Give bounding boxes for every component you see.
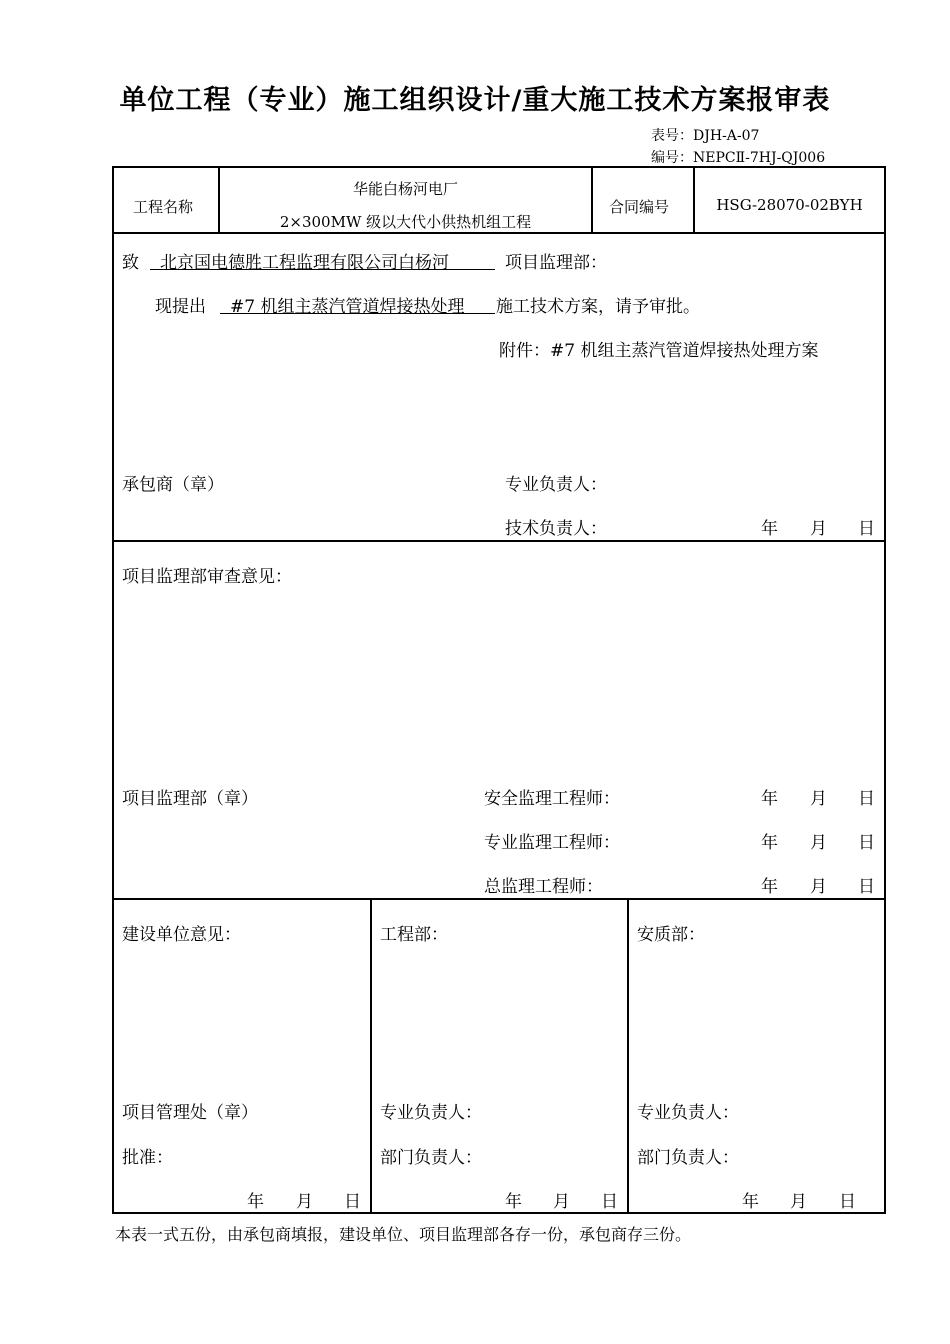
col-divider-owner-2 xyxy=(627,898,629,1212)
supervisor-underline xyxy=(150,269,495,270)
row-divider-header xyxy=(112,232,886,234)
footer-note: 本表一式五份，由承包商填报，建设单位、项目监理部各存一份，承包商存三份。 xyxy=(115,1225,692,1244)
safety-quality-day: 日 xyxy=(839,1192,856,1212)
row-divider-review xyxy=(112,898,886,900)
submission-day: 日 xyxy=(858,519,875,539)
table-border-right xyxy=(884,166,886,1214)
safety-quality-dept-label: 安质部： xyxy=(637,925,705,945)
owner-day: 日 xyxy=(344,1192,361,1212)
safety-quality-specialty-lead-label: 专业负责人： xyxy=(637,1103,739,1123)
project-name-line2: 2×300MW 级以大代小供热机组工程 xyxy=(279,213,532,231)
owner-month: 月 xyxy=(296,1192,313,1212)
col-divider-owner-1 xyxy=(370,898,372,1212)
submit-suffix: 施工技术方案，请予审批。 xyxy=(496,297,700,317)
specialty-day: 日 xyxy=(858,833,875,853)
technical-lead-label: 技术负责人： xyxy=(505,519,607,539)
contract-number-label: 合同编号 xyxy=(609,198,670,216)
chief-day: 日 xyxy=(858,877,875,897)
safety-year: 年 xyxy=(761,789,778,809)
serial-number: 编号：NEPCⅡ-7HJ-QJ006 xyxy=(651,150,826,166)
engineering-specialty-lead-label: 专业负责人： xyxy=(380,1103,482,1123)
contractor-seal-label: 承包商（章） xyxy=(122,475,224,495)
engineering-month: 月 xyxy=(553,1192,570,1212)
specialty-month: 月 xyxy=(810,833,827,853)
project-mgmt-seal-label: 项目管理处（章） xyxy=(122,1103,258,1123)
project-name-line1: 华能白杨河电厂 xyxy=(352,180,458,198)
owner-opinion-label: 建设单位意见： xyxy=(122,925,241,945)
col-divider-2 xyxy=(591,166,593,232)
engineering-dept-head-label: 部门负责人： xyxy=(380,1148,482,1168)
safety-quality-year: 年 xyxy=(742,1192,759,1212)
form-title: 单位工程（专业）施工组织设计/重大施工技术方案报审表 xyxy=(119,85,831,116)
specialty-lead-label: 专业负责人： xyxy=(505,475,607,495)
submit-prefix: 现提出 xyxy=(155,297,206,317)
engineering-day: 日 xyxy=(601,1192,618,1212)
chief-month: 月 xyxy=(810,877,827,897)
safety-month: 月 xyxy=(810,789,827,809)
safety-quality-month: 月 xyxy=(790,1192,807,1212)
submission-month: 月 xyxy=(810,519,827,539)
chief-year: 年 xyxy=(761,877,778,897)
safety-day: 日 xyxy=(858,789,875,809)
row-divider-submission xyxy=(112,540,886,542)
project-name-label: 工程名称 xyxy=(133,198,194,216)
review-dept-seal-label: 项目监理部（章） xyxy=(122,789,258,809)
contract-number-value: HSG-28070-02BYH xyxy=(716,196,863,214)
safety-engineer-label: 安全监理工程师： xyxy=(484,789,620,809)
approve-label: 批准： xyxy=(122,1148,173,1168)
specialty-engineer-label: 专业监理工程师： xyxy=(484,833,620,853)
table-border-bottom xyxy=(112,1212,886,1214)
engineering-year: 年 xyxy=(505,1192,522,1212)
table-border-left xyxy=(112,166,114,1214)
form-number: 表号：DJH-A-07 xyxy=(651,128,760,144)
specialty-year: 年 xyxy=(761,833,778,853)
engineering-dept-label: 工程部： xyxy=(380,925,448,945)
chief-engineer-label: 总监理工程师： xyxy=(484,877,603,897)
submission-year: 年 xyxy=(761,519,778,539)
supervisor-organization: 北京国电德胜工程监理有限公司白杨河 xyxy=(160,253,449,273)
owner-year: 年 xyxy=(247,1192,264,1212)
safety-quality-dept-head-label: 部门负责人： xyxy=(637,1148,739,1168)
attachment-note: 附件：#7 机组主蒸汽管道焊接热处理方案 xyxy=(499,341,819,361)
plan-name: #7 机组主蒸汽管道焊接热处理 xyxy=(230,297,465,317)
table-border-top xyxy=(112,166,886,168)
review-opinion-label: 项目监理部审查意见： xyxy=(122,567,292,587)
dept-suffix: 项目监理部： xyxy=(505,253,607,273)
to-prefix: 致 xyxy=(122,253,139,273)
plan-underline xyxy=(220,313,495,314)
